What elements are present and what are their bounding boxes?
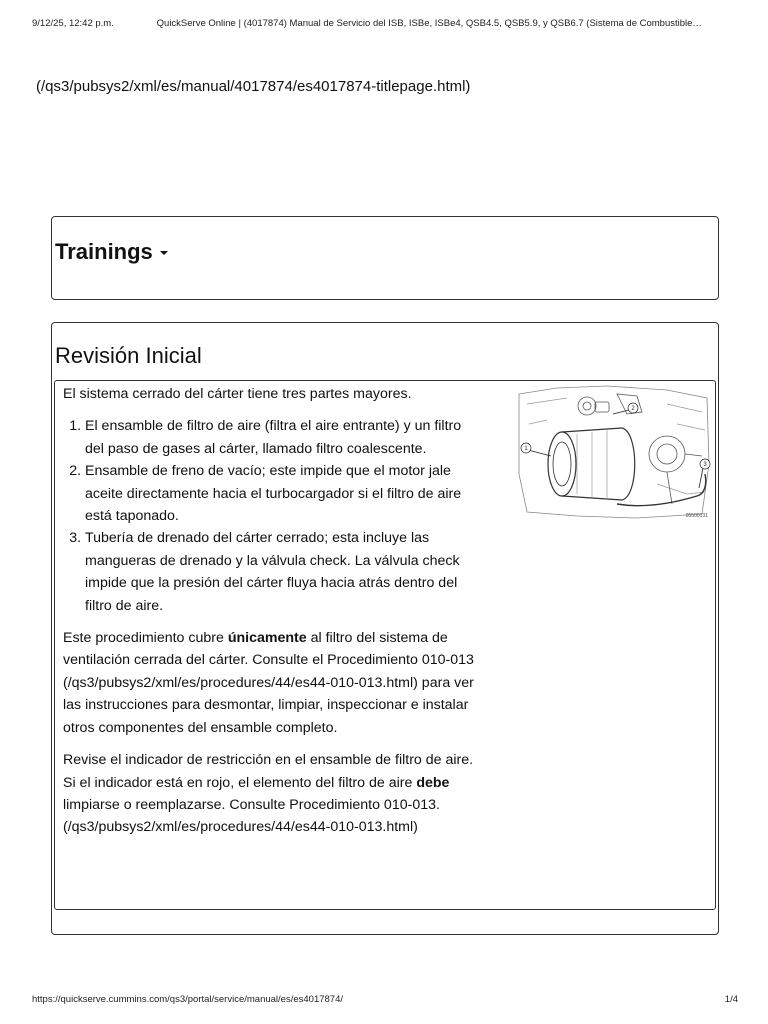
trainings-panel — [51, 216, 719, 300]
revision-panel — [51, 322, 719, 935]
section-title: Revisión Inicial — [55, 343, 202, 368]
section-body — [63, 383, 481, 849]
titlepage-link[interactable]: (/qs3/pubsys2/xml/es/manual/4017874/es4017874-titlepage.html) — [36, 78, 471, 95]
callout-label: 3 — [703, 462, 707, 468]
callout-label: 1 — [524, 446, 528, 452]
indicator-paragraph: Revise el indicador de restricción en el ensamble de filtro de aire. Si el indicador está en rojo, el elemento del filtro de aire debe limpiarse o reemplazarse. Consulte Procedimiento 010-013. (/qs3/pubsys2/xml/es/procedures/44/es44-010-013.html) — [63, 752, 474, 836]
print-header — [32, 18, 744, 29]
illustration-drawing — [517, 384, 712, 521]
page-number: 1/4 — [724, 994, 738, 1005]
intro-paragraph: El sistema cerrado del cárter tiene tres partes mayores. — [63, 386, 412, 402]
figure-code: 05500131 — [685, 513, 708, 519]
trainings-label: Trainings — [55, 239, 153, 264]
caret-down-icon — [160, 251, 168, 255]
callout-label: 2 — [631, 406, 635, 412]
print-datetime: 9/12/25, 12:42 p.m. — [32, 18, 114, 29]
section-content-box — [54, 380, 716, 910]
list-item: 2. Ensamble de freno de vacío; este impide que el motor jale aceite directamente hacia el turbocargador si el filtro de aire está taponado. — [85, 460, 481, 527]
print-footer — [32, 994, 738, 1005]
page-url[interactable]: https://quickserve.cummins.com/qs3/portal/service/manual/es/es4017874/ — [32, 994, 344, 1005]
engine-air-filter-illustration — [517, 384, 712, 521]
print-document-title: QuickServe Online | (4017874) Manual de Servicio del ISB, ISBe, ISBe4, QSB4.5, QSB5.9, y QSB6.7 (Sistema de Combustible… — [156, 18, 702, 29]
list-item: 1. El ensamble de filtro de aire (filtra el aire entrante) y un filtro del paso de gases al cárter, llamado filtro coalescente. — [85, 415, 481, 460]
scope-paragraph: Este procedimiento cubre únicamente al filtro del sistema de ventilación cerrada del cárter. Consulte el Procedimiento 010-013 (/qs3/pubsys2/xml/es/procedures/44/es44-010-013.html) para ver las instrucciones para desmontar, limpiar, inspeccionar e instalar otros componentes del ensamble completo. — [63, 630, 474, 736]
list-item: 3. Tubería de drenado del cárter cerrado; esta incluye las mangueras de drenado y la válvula check. La válvula check impide que la presión del cárter fluya hacia atrás dentro del filtro de aire. — [85, 527, 481, 617]
parts-list — [63, 415, 481, 617]
trainings-dropdown[interactable] — [55, 239, 168, 265]
